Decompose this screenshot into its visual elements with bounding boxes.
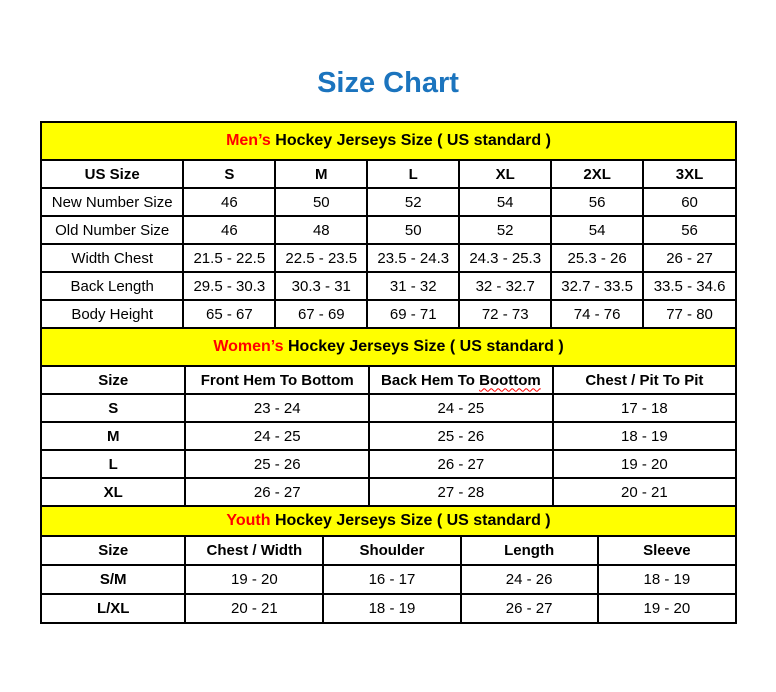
table-row: [42, 478, 735, 505]
column-header: Back Hem To Boottom: [369, 367, 553, 394]
size-value-cell: 27 - 28: [369, 478, 553, 505]
mens-band-highlight: Men’s: [226, 132, 271, 149]
size-value-cell: 18 - 19: [553, 422, 735, 450]
size-value-cell: 26 - 27: [461, 594, 598, 622]
size-value-cell: 24 - 25: [369, 394, 553, 422]
table-row: [42, 565, 735, 594]
column-header: Sleeve: [598, 537, 735, 565]
size-chart: [40, 121, 737, 624]
size-value-cell: 19 - 20: [598, 594, 735, 622]
size-value-cell: 18 - 19: [598, 565, 735, 594]
size-value-cell: 56: [643, 216, 735, 244]
size-value-cell: 46: [183, 188, 275, 216]
size-value-cell: 33.5 - 34.6: [643, 272, 735, 300]
size-value-cell: 22.5 - 23.5: [275, 244, 367, 272]
table-row: [42, 394, 735, 422]
size-value-cell: 48: [275, 216, 367, 244]
size-value-cell: 60: [643, 188, 735, 216]
page-title: Size Chart: [317, 67, 459, 99]
row-label-cell: Back Length: [42, 272, 183, 300]
column-header: 2XL: [551, 161, 643, 188]
size-value-cell: 23 - 24: [185, 394, 369, 422]
womens-band-highlight: Women’s: [213, 338, 284, 355]
table-row: [42, 244, 735, 272]
row-label-cell: Old Number Size: [42, 216, 183, 244]
size-value-cell: 32 - 32.7: [459, 272, 551, 300]
size-value-cell: 20 - 21: [553, 478, 735, 505]
size-value-cell: 65 - 67: [183, 300, 275, 327]
table-row: [42, 422, 735, 450]
womens-size-table: [42, 367, 735, 505]
size-value-cell: 19 - 20: [553, 450, 735, 478]
size-value-cell: 30.3 - 31: [275, 272, 367, 300]
column-header: Chest / Width: [185, 537, 323, 565]
size-value-cell: 67 - 69: [275, 300, 367, 327]
table-row: [42, 300, 735, 327]
size-value-cell: 16 - 17: [323, 565, 460, 594]
column-header: Shoulder: [323, 537, 460, 565]
column-header: 3XL: [643, 161, 735, 188]
size-value-cell: 24 - 26: [461, 565, 598, 594]
womens-band-title: Hockey Jerseys Size ( US standard ): [283, 338, 564, 355]
table-row: [42, 272, 735, 300]
size-value-cell: 21.5 - 22.5: [183, 244, 275, 272]
column-header: Size: [42, 537, 185, 565]
row-label-cell: L/XL: [42, 594, 185, 622]
column-header: S: [183, 161, 275, 188]
header-row: [42, 161, 735, 188]
size-value-cell: 24.3 - 25.3: [459, 244, 551, 272]
column-header: Length: [461, 537, 598, 565]
youth-band-title: Hockey Jerseys Size ( US standard ): [270, 512, 551, 529]
row-label-cell: Body Height: [42, 300, 183, 327]
row-label-cell: XL: [42, 478, 185, 505]
size-value-cell: 18 - 19: [323, 594, 460, 622]
row-label-cell: S/M: [42, 565, 185, 594]
size-value-cell: 54: [551, 216, 643, 244]
column-header: Chest / Pit To Pit: [553, 367, 735, 394]
youth-band-highlight: Youth: [226, 512, 271, 529]
column-header: XL: [459, 161, 551, 188]
size-value-cell: 69 - 71: [367, 300, 459, 327]
misspelled-word: Boottom: [479, 371, 541, 389]
size-value-cell: 32.7 - 33.5: [551, 272, 643, 300]
size-value-cell: 26 - 27: [369, 450, 553, 478]
header-row: [42, 537, 735, 565]
size-value-cell: 20 - 21: [185, 594, 323, 622]
column-header: US Size: [42, 161, 183, 188]
table-row: [42, 594, 735, 622]
size-value-cell: 52: [459, 216, 551, 244]
size-value-cell: 17 - 18: [553, 394, 735, 422]
size-value-cell: 26 - 27: [185, 478, 369, 505]
column-header: M: [275, 161, 367, 188]
size-value-cell: 50: [367, 216, 459, 244]
table-row: [42, 450, 735, 478]
mens-band-title: Hockey Jerseys Size ( US standard ): [270, 132, 551, 149]
size-value-cell: 31 - 32: [367, 272, 459, 300]
column-header: Size: [42, 367, 185, 394]
row-label-cell: L: [42, 450, 185, 478]
size-value-cell: 72 - 73: [459, 300, 551, 327]
row-label-cell: S: [42, 394, 185, 422]
mens-size-table: [42, 161, 735, 327]
row-label-cell: M: [42, 422, 185, 450]
size-value-cell: 25 - 26: [185, 450, 369, 478]
size-value-cell: 29.5 - 30.3: [183, 272, 275, 300]
size-value-cell: 23.5 - 24.3: [367, 244, 459, 272]
womens-section-band: [42, 327, 735, 367]
youth-size-table: [42, 537, 735, 622]
size-value-cell: 24 - 25: [185, 422, 369, 450]
mens-section-band: [42, 123, 735, 161]
row-label-cell: Width Chest: [42, 244, 183, 272]
size-value-cell: 26 - 27: [643, 244, 735, 272]
size-value-cell: 25 - 26: [369, 422, 553, 450]
column-header: L: [367, 161, 459, 188]
table-row: [42, 188, 735, 216]
size-value-cell: 74 - 76: [551, 300, 643, 327]
table-row: [42, 216, 735, 244]
size-value-cell: 77 - 80: [643, 300, 735, 327]
size-value-cell: 54: [459, 188, 551, 216]
youth-section-band: [42, 505, 735, 537]
size-value-cell: 19 - 20: [185, 565, 323, 594]
size-value-cell: 52: [367, 188, 459, 216]
size-value-cell: 25.3 - 26: [551, 244, 643, 272]
size-value-cell: 50: [275, 188, 367, 216]
size-value-cell: 46: [183, 216, 275, 244]
header-row: [42, 367, 735, 394]
size-value-cell: 56: [551, 188, 643, 216]
column-header: Front Hem To Bottom: [185, 367, 369, 394]
row-label-cell: New Number Size: [42, 188, 183, 216]
